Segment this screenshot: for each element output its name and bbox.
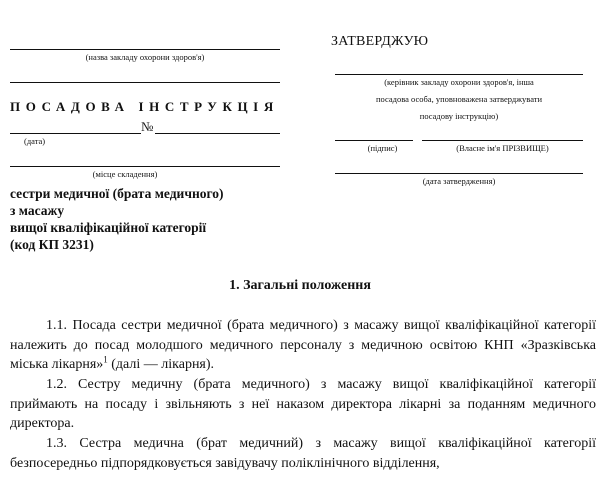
approval-date-hint: (дата затвердження) <box>422 176 496 186</box>
footnote-marker: 1 <box>103 354 108 365</box>
facility-name-line <box>10 49 280 50</box>
approver-hint-3: посадову інструкцію) <box>419 111 499 121</box>
paragraph-1-1-text: 1.1. Посада сестри медичної (брата медичного) з масажу вищої кваліфікаційної категорії належить до посад молодшого медичного персоналу з медичною освітою КНП «Зразківська міська лікарня» <box>10 318 596 372</box>
paragraph-1-2: 1.2. Сестру медичну (брата медичного) з масажу вищої кваліфікаційної категорії приймають на посаду і звільняють з неї наказом директора лікарні за поданням медичного директора. <box>10 377 596 431</box>
approver-hint-1: (керівник закладу охорони здоров'я, інша <box>384 77 534 87</box>
date-line <box>10 133 141 134</box>
section-heading: 1. Загальні положення <box>229 278 371 293</box>
name-line <box>422 140 583 141</box>
position-line-1: сестри медичної (брата медичного) <box>10 186 224 201</box>
position-title <box>10 185 224 253</box>
approval-date-line <box>335 173 583 174</box>
paragraph-1-1-tail: (далі — лікарня). <box>107 357 215 372</box>
approval-word: ЗАТВЕРДЖУЮ <box>331 34 429 49</box>
number-sign: № <box>141 119 154 134</box>
paragraph-1-1 <box>10 316 596 375</box>
facility-name-second-line <box>10 82 280 83</box>
document-title: ПОСАДОВА ІНСТРУКЦІЯ <box>10 99 279 114</box>
paragraph-1-3: 1.3. Сестра медична (брат медичний) з масажу вищої кваліфікаційної категорії безпосередньо підпорядковується завідувачу поліклінічного відділення, <box>10 436 596 471</box>
signature-hint: (підпис) <box>367 143 398 153</box>
position-line-4: (код КП 3231) <box>10 237 94 252</box>
approver-hint-2: посадова особа, уповноважена затверджувати <box>375 94 543 104</box>
signature-line <box>335 140 413 141</box>
facility-name-hint: (назва закладу охорони здоров'я) <box>85 52 205 62</box>
place-line <box>10 166 280 167</box>
name-hint: (Власне ім'я ПРІЗВИЩЕ) <box>456 143 549 153</box>
position-line-2: з масажу <box>10 203 65 218</box>
approver-line <box>335 74 583 75</box>
place-hint: (місце складення) <box>92 169 158 179</box>
number-line <box>155 133 280 134</box>
position-line-3: вищої кваліфікаційної категорії <box>10 220 207 235</box>
date-hint: (дата) <box>24 136 46 146</box>
